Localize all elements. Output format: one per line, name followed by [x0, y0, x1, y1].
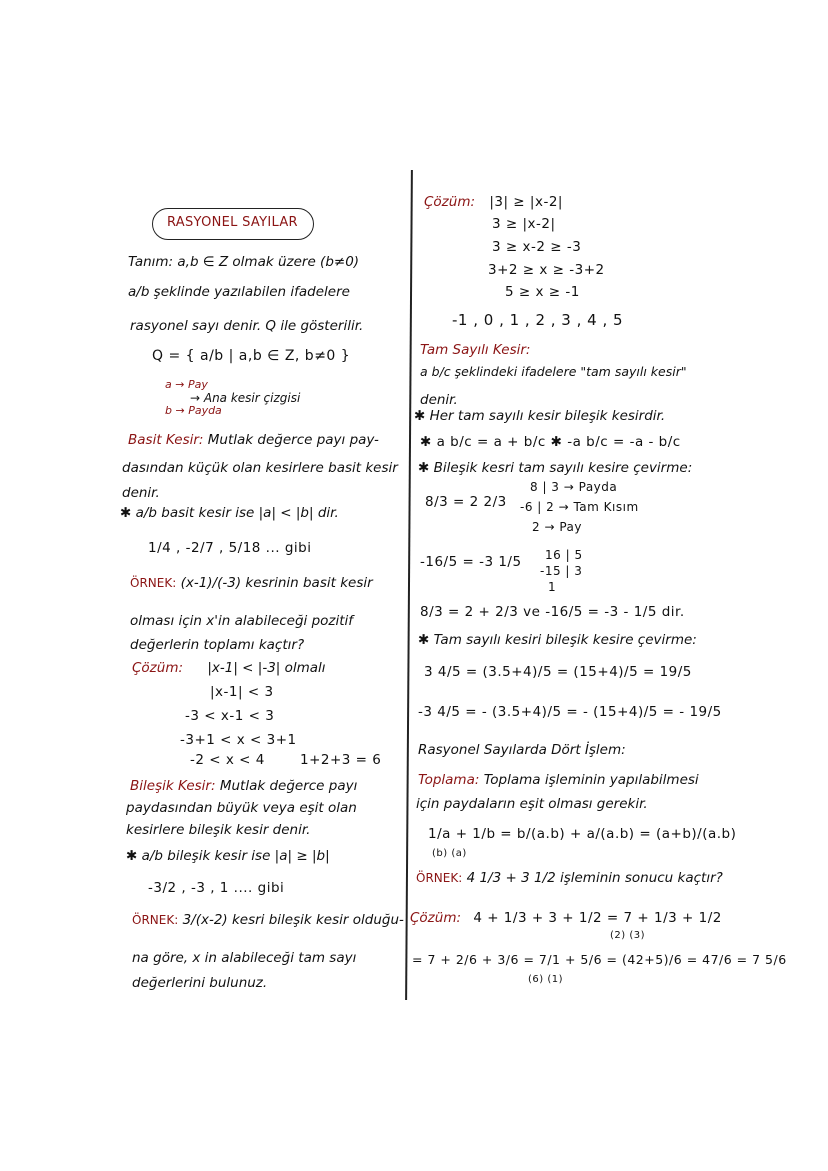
- bilesik-kesir-text-3: kesirlere bileşik kesir denir.: [126, 822, 311, 838]
- basit-kesir-text-1: Mutlak değerce payı pay-: [207, 432, 379, 448]
- basit-kesir-examples: 1/4 , -2/7 , 5/18 ... gibi: [148, 540, 312, 556]
- page-title: RASYONEL SAYILAR: [167, 215, 298, 230]
- ornek-3-label: ÖRNEK:: [416, 871, 463, 885]
- fraction-line-label: → Ana kesir çizgisi: [190, 391, 301, 405]
- cozum-3-expand-markers-1: (2) (3): [610, 930, 646, 941]
- division-1-row-3: 2 → Pay: [532, 520, 582, 534]
- tam-sayili-text-1: a b/c şeklindeki ifadelere "tam sayılı kesir": [420, 364, 687, 379]
- cozum-2-line-5: 5 ≥ x ≥ -1: [505, 284, 580, 300]
- cozum-1-line-a: |x-1| < |-3| olmalı: [207, 660, 326, 676]
- cozum-3-label: Çözüm:: [410, 910, 462, 926]
- division-1-row-2: -6 | 2 → Tam Kısım: [520, 500, 639, 514]
- bilesik-kesir-text-2: paydasından büyük veya eşit olan: [126, 800, 357, 816]
- ornek-1-text-c: değerlerin toplamı kaçtır?: [130, 637, 305, 653]
- tam-sayili-rule-1: ✱ Her tam sayılı kesir bileşik kesirdir.: [414, 408, 666, 424]
- dort-islem-heading: Rasyonel Sayılarda Dört İşlem:: [418, 742, 626, 758]
- toplama-text-2: için paydaların eşit olması gerekir.: [416, 796, 648, 812]
- ornek-2-text-c: değerlerini bulunuz.: [132, 975, 268, 991]
- cozum-2-line-1: |3| ≥ |x-2|: [489, 194, 563, 210]
- ornek-2-label: ÖRNEK:: [132, 913, 179, 927]
- tam-sayili-rule-2: ✱ a b/c = a + b/c ✱ -a b/c = -a - b/c: [420, 434, 681, 450]
- definition-line-1: Tanım: a,b ∈ Z olmak üzere (b≠0): [128, 254, 360, 270]
- bilesik-kesir-rule: ✱ a/b bileşik kesir ise |a| ≥ |b|: [126, 848, 330, 864]
- definition-line-3: rasyonel sayı denir. Q ile gösterilir.: [130, 318, 364, 334]
- cozum-1-label: Çözüm:: [132, 660, 184, 676]
- basit-kesir-text-3: denir.: [122, 485, 160, 501]
- cozum-3-line-2: = 7 + 2/6 + 3/6 = 7/1 + 5/6 = (42+5)/6 = 47/6 = 7 5/6: [412, 952, 787, 967]
- ornek-2-text-b: na göre, x in alabileceği tam sayı: [132, 950, 357, 966]
- cozum-1-line-d: -3+1 < x < 3+1: [180, 732, 297, 748]
- bilesik-kesir-text-1: Mutlak değerce payı: [219, 778, 358, 794]
- example-sum-form: 8/3 = 2 + 2/3 ve -16/5 = -3 - 1/5 dir.: [420, 604, 685, 620]
- division-1-row-1: 8 | 3 → Payda: [530, 480, 618, 494]
- cozum-1-line-c: -3 < x-1 < 3: [185, 708, 275, 724]
- cozum-1-answer: 1+2+3 = 6: [300, 752, 382, 768]
- example-conversion-4: -3 4/5 = - (3.5+4)/5 = - (15+4)/5 = - 19/5: [418, 704, 722, 720]
- ornek-1-text-a: (x-1)/(-3) kesrinin basit kesir: [180, 575, 373, 591]
- toplama-expand-markers: (b) (a): [432, 848, 467, 859]
- toplama-text-1: Toplama işleminin yapılabilmesi: [483, 772, 699, 788]
- division-2-row-2: -15 | 3: [540, 564, 583, 578]
- cozum-2-label: Çözüm:: [424, 194, 476, 210]
- toplama-formula: 1/a + 1/b = b/(a.b) + a/(a.b) = (a+b)/(a.b): [428, 826, 737, 842]
- ornek-3-text: 4 1/3 + 3 1/2 işleminin sonucu kaçtır?: [466, 870, 723, 886]
- cozum-2-line-4: 3+2 ≥ x ≥ -3+2: [488, 262, 605, 278]
- example-conversion-1: 8/3 = 2 2/3: [425, 494, 507, 510]
- numerator-label: a → Pay: [165, 378, 208, 391]
- bilesik-kesir-heading: Bileşik Kesir:: [130, 778, 216, 794]
- basit-kesir-rule: ✱ a/b basit kesir ise |a| < |b| dir.: [120, 505, 339, 521]
- cozum-3-expand-markers-2: (6) (1): [528, 974, 564, 985]
- tam-sayili-rule-3: ✱ Bileşik kesri tam sayılı kesire çevirme:: [418, 460, 693, 476]
- tam-sayili-kesir-heading: Tam Sayılı Kesir:: [420, 342, 531, 358]
- bilesik-kesir-examples: -3/2 , -3 , 1 .... gibi: [148, 880, 285, 896]
- column-divider: [405, 170, 413, 1000]
- basit-kesir-text-2: dasından küçük olan kesirlere basit kesir: [122, 460, 398, 476]
- example-conversion-3: 3 4/5 = (3.5+4)/5 = (15+4)/5 = 19/5: [424, 664, 692, 680]
- toplama-label: Toplama:: [418, 772, 480, 788]
- division-2-row-3: 1: [548, 580, 557, 594]
- title-box: [152, 208, 314, 240]
- cozum-3-line-1: 4 + 1/3 + 3 + 1/2 = 7 + 1/3 + 1/2: [473, 910, 722, 926]
- ornek-1-label: ÖRNEK:: [130, 576, 177, 590]
- cozum-2-line-2: 3 ≥ |x-2|: [492, 216, 556, 232]
- ornek-1-text-b: olması için x'in alabileceği pozitif: [130, 613, 354, 629]
- cozum-1-line-b: |x-1| < 3: [210, 684, 274, 700]
- definition-line-2: a/b şeklinde yazılabilen ifadelere: [128, 284, 350, 300]
- set-notation: Q = { a/b | a,b ∈ Z, b≠0 }: [152, 348, 351, 364]
- cozum-2-line-3: 3 ≥ x-2 ≥ -3: [492, 239, 582, 255]
- example-conversion-2: -16/5 = -3 1/5: [420, 554, 522, 570]
- denominator-label: b → Payda: [165, 404, 222, 417]
- division-2-row-1: 16 | 5: [545, 548, 583, 562]
- cozum-2-answer: -1 , 0 , 1 , 2 , 3 , 4 , 5: [452, 311, 624, 329]
- ornek-2-text-a: 3/(x-2) kesri bileşik kesir olduğu-: [182, 912, 404, 928]
- basit-kesir-heading: Basit Kesir:: [128, 432, 204, 448]
- tam-sayili-rule-4: ✱ Tam sayılı kesiri bileşik kesire çevirme:: [418, 632, 697, 648]
- tam-sayili-text-2: denir.: [420, 392, 458, 408]
- cozum-1-line-e: -2 < x < 4: [190, 752, 265, 768]
